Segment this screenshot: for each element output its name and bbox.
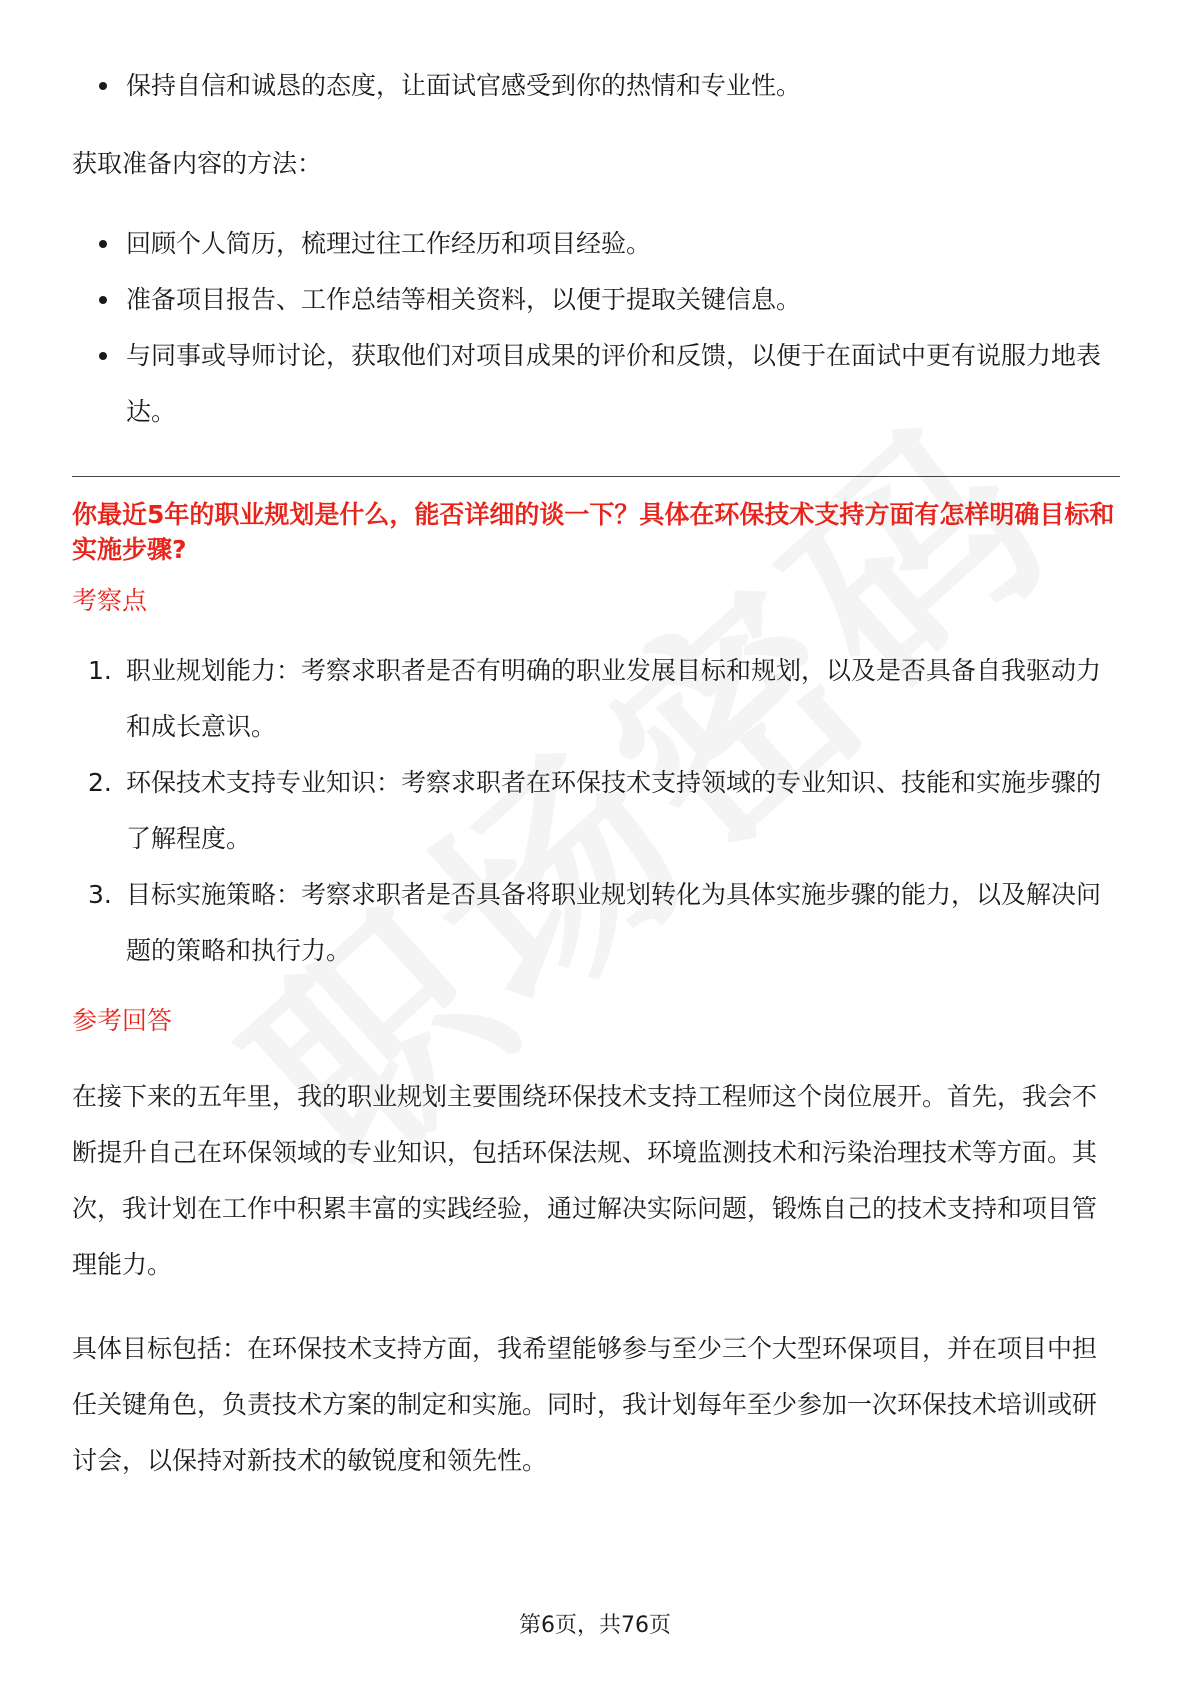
answer-heading: 参考回答 bbox=[72, 1006, 173, 1035]
focus-point-list bbox=[72, 643, 1120, 979]
prep-bullet-list bbox=[72, 216, 1120, 440]
document-body bbox=[72, 58, 1120, 1489]
question-title: 你最近5年的职业规划是什么，能否详细的谈一下？具体在环保技术支持方面有怎样明确目标和实施步骤? bbox=[72, 500, 1115, 564]
list-item-text: 目标实施策略：考察求职者是否具备将职业规划转化为具体实施步骤的能力，以及解决问题的策略和执行力。 bbox=[126, 880, 1102, 965]
list-item bbox=[72, 643, 1120, 755]
section-divider bbox=[72, 476, 1120, 477]
list-item: 回顾个人简历，梳理过往工作经历和项目经验。 bbox=[72, 216, 1120, 272]
list-item bbox=[72, 755, 1120, 867]
list-number: 1. bbox=[88, 656, 112, 685]
list-item: 准备项目报告、工作总结等相关资料，以便于提取关键信息。 bbox=[72, 272, 1120, 328]
answer-paragraph: 在接下来的五年里，我的职业规划主要围绕环保技术支持工程师这个岗位展开。首先，我会不断提升自己在环保领域的专业知识，包括环保法规、环境监测技术和污染治理技术等方面。其次，我计划在工作中积累丰富的实践经验，通过解决实际问题，锻炼自己的技术支持和项目管理能力。 bbox=[72, 1082, 1098, 1279]
list-number: 2. bbox=[88, 768, 112, 797]
list-item: 与同事或导师讨论，获取他们对项目成果的评价和反馈，以便于在面试中更有说服力地表达。 bbox=[72, 328, 1120, 440]
page-footer: 第6页，共76页 bbox=[519, 1613, 671, 1638]
list-number: 3. bbox=[88, 880, 112, 909]
list-item-text: 职业规划能力：考察求职者是否有明确的职业发展目标和规划，以及是否具备自我驱动力和成长意识。 bbox=[126, 656, 1102, 741]
answer-paragraph: 具体目标包括：在环保技术支持方面，我希望能够参与至少三个大型环保项目，并在项目中担任关键角色，负责技术方案的制定和实施。同时，我计划每年至少参加一次环保技术培训或研讨会，以保持对新技术的敏锐度和领先性。 bbox=[72, 1334, 1098, 1475]
prep-heading: 获取准备内容的方法： bbox=[72, 149, 323, 178]
list-item-text: 环保技术支持专业知识：考察求职者在环保技术支持领域的专业知识、技能和实施步骤的了解程度。 bbox=[126, 768, 1102, 853]
list-item bbox=[72, 867, 1120, 979]
focus-heading: 考察点 bbox=[72, 586, 148, 615]
list-item: 保持自信和诚恳的态度，让面试官感受到你的热情和专业性。 bbox=[72, 58, 1120, 114]
top-bullet-list bbox=[72, 58, 1120, 114]
